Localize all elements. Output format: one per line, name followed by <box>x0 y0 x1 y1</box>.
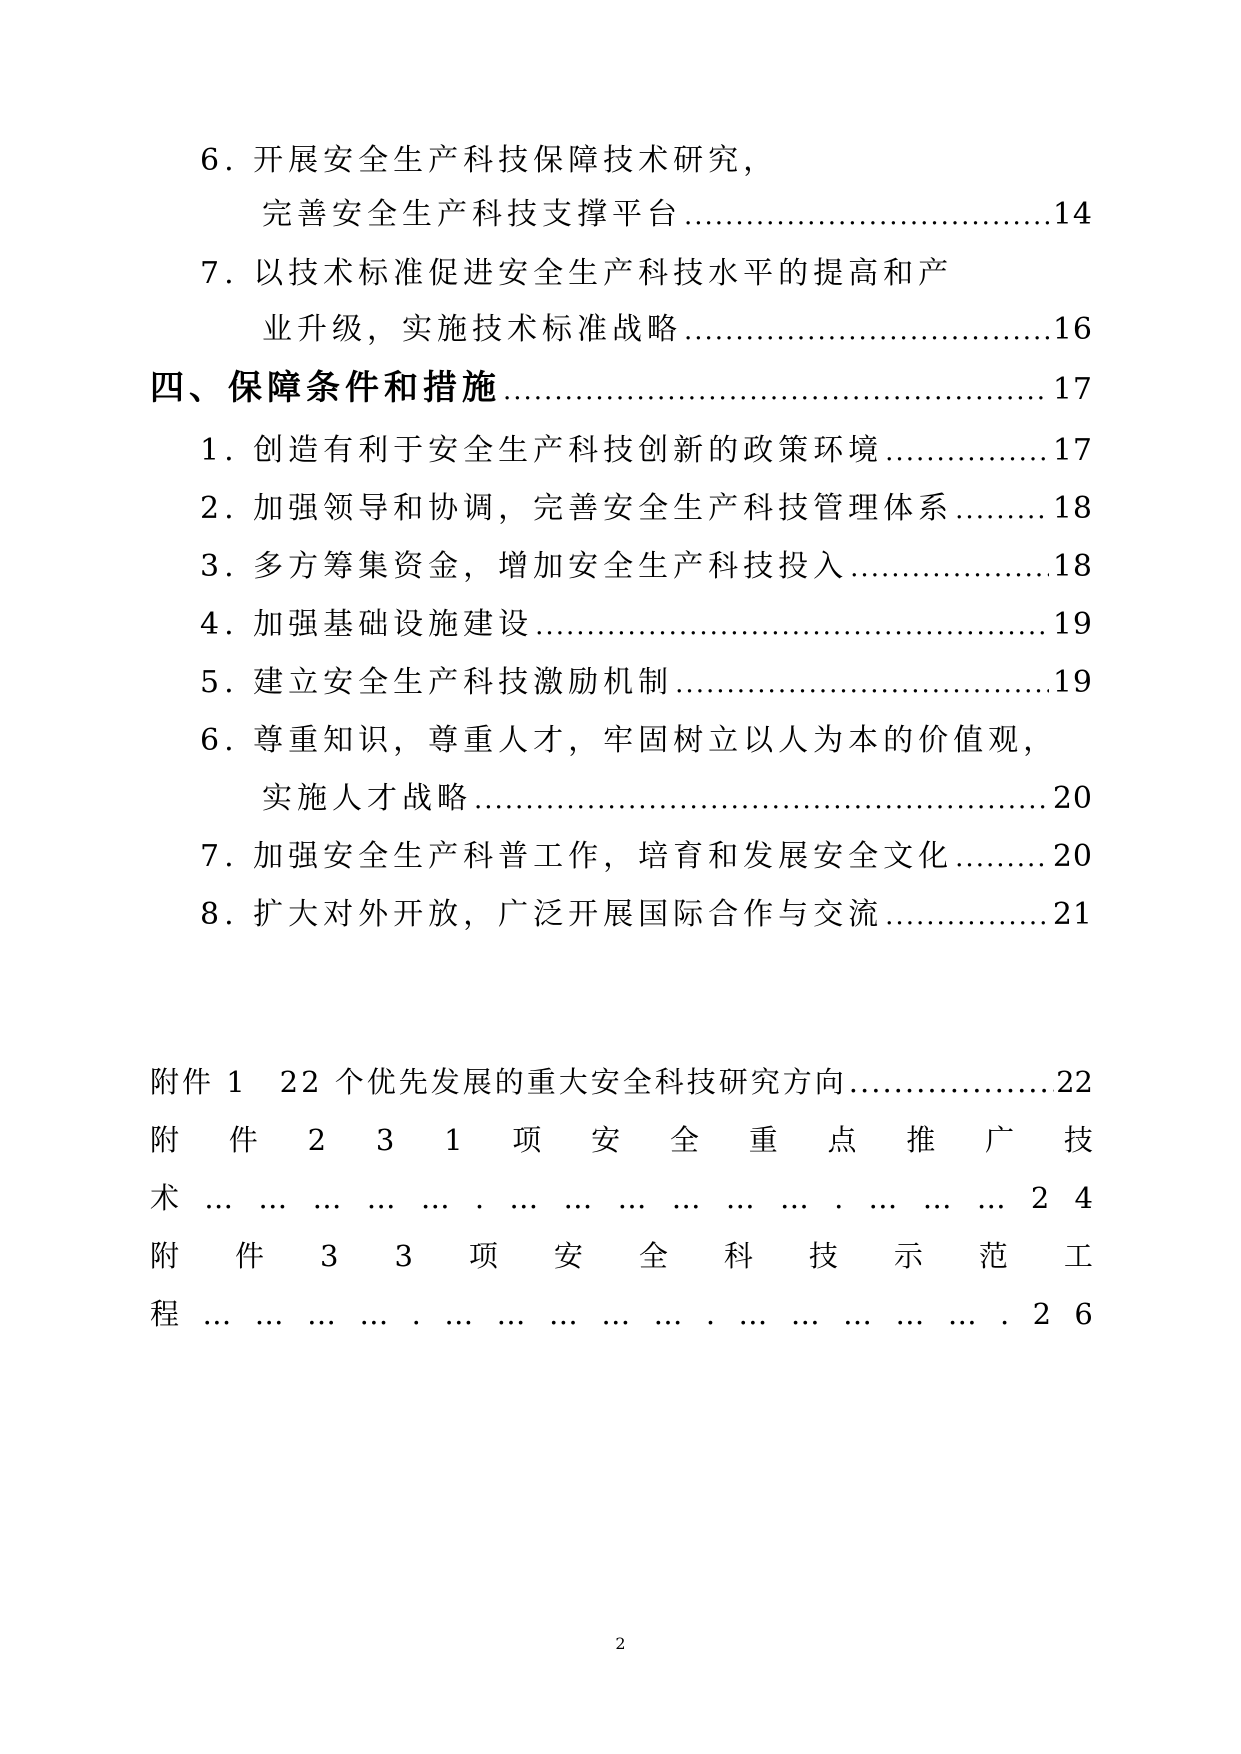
appendix-glyph: … <box>922 1181 952 1215</box>
appendix-1-title: 附件 1 22 个优先发展的重大安全科技研究方向 <box>150 1065 847 1099</box>
appendix-glyph: 3 <box>320 1239 339 1273</box>
toc-measure-8-entry[interactable] <box>200 895 1093 936</box>
toc-page-number: 18 <box>1052 491 1093 526</box>
appendix-glyph: 件 <box>228 1123 258 1157</box>
toc-measure-2-entry[interactable] <box>200 489 1093 530</box>
toc-measure-6-line2: 实施人才战略 <box>262 781 472 816</box>
toc-page-number: 19 <box>1052 607 1093 642</box>
toc-page-number: 20 <box>1052 839 1093 874</box>
appendix-glyph: … <box>496 1297 526 1331</box>
appendix-glyph: … <box>725 1181 755 1215</box>
appendix-glyph: 4 <box>1074 1181 1093 1215</box>
appendix-glyph: 3 <box>394 1239 413 1273</box>
toc-page-number: 18 <box>1052 549 1093 584</box>
appendix-glyph: … <box>420 1181 450 1215</box>
toc-measure-5-entry[interactable] <box>200 663 1093 704</box>
toc-section-4-title: 四、保障条件和措施 <box>150 368 501 408</box>
toc-item-7-line2: 业升级，实施技术标准战略 <box>262 312 682 347</box>
toc-page-number: 17 <box>1052 372 1093 407</box>
appendix-glyph: 全 <box>638 1239 668 1273</box>
appendix-glyph: 程 <box>150 1297 180 1331</box>
toc-measure-6-entry[interactable] <box>262 779 1093 820</box>
appendix-glyph: … <box>548 1297 578 1331</box>
toc-entry-text: 3. 多方筹集资金，增加安全生产科技投入 <box>200 549 849 584</box>
appendix-glyph: … <box>254 1297 284 1331</box>
dot-leader <box>684 311 1049 351</box>
toc-item-6-line1: 6. 开展安全生产科技保障技术研究， <box>200 143 779 178</box>
appendix-glyph: . <box>705 1297 716 1331</box>
toc-page-number: 17 <box>1052 433 1093 468</box>
appendix-glyph: 全 <box>669 1123 699 1157</box>
dot-leader <box>684 196 1049 236</box>
appendix-glyph: 2 <box>1030 1181 1050 1215</box>
toc-item-7-entry[interactable] <box>262 310 1093 351</box>
appendix-glyph: 工 <box>1063 1239 1093 1273</box>
dot-leader <box>474 780 1049 820</box>
appendix-glyph: . <box>834 1181 844 1215</box>
appendix-glyph: 安 <box>591 1123 621 1157</box>
appendix-glyph: 2 <box>1032 1297 1052 1331</box>
appendix-glyph: 项 <box>468 1239 498 1273</box>
toc-page-number: 14 <box>1052 197 1093 232</box>
dot-leader <box>503 371 1049 411</box>
dot-leader <box>675 664 1049 704</box>
dot-leader <box>885 432 1049 472</box>
appendix-glyph: … <box>444 1297 474 1331</box>
page-number: 2 <box>615 1634 626 1653</box>
toc-measure-6-line1: 6. 尊重知识，尊重人才，牢固树立以人为本的价值观， <box>200 723 1059 758</box>
appendix-glyph: 件 <box>235 1239 265 1273</box>
toc-measure-3-entry[interactable] <box>200 547 1093 588</box>
toc-entry-text: 7. 加强安全生产科普工作，培育和发展安全文化 <box>200 839 954 874</box>
appendix-3-line2 <box>150 1294 1093 1334</box>
appendix-glyph: … <box>509 1181 539 1215</box>
dot-leader <box>885 896 1049 936</box>
appendix-glyph: . <box>1000 1297 1010 1331</box>
appendix-glyph: 附 <box>150 1123 180 1157</box>
appendix-glyph: … <box>843 1297 873 1331</box>
dot-leader <box>535 606 1049 646</box>
appendix-glyph: … <box>563 1181 593 1215</box>
appendix-glyph: 重 <box>748 1123 778 1157</box>
appendix-glyph: … <box>312 1181 342 1215</box>
toc-page-number: 19 <box>1052 665 1093 700</box>
toc-entry-text: 4. 加强基础设施建设 <box>200 607 534 642</box>
appendix-glyph: … <box>947 1297 977 1331</box>
appendix-glyph: 广 <box>985 1123 1015 1157</box>
appendix-glyph: 推 <box>906 1123 936 1157</box>
appendix-glyph: 1 <box>444 1123 463 1157</box>
appendix-glyph: 术 <box>150 1181 180 1215</box>
dot-leader <box>955 490 1049 530</box>
toc-page-number: 16 <box>1052 312 1093 347</box>
appendix-glyph: . <box>411 1297 421 1331</box>
appendix-glyph: 技 <box>1063 1123 1093 1157</box>
appendix-2-line2 <box>150 1178 1093 1218</box>
appendix-glyph: … <box>617 1181 647 1215</box>
appendix-glyph: … <box>258 1181 288 1215</box>
toc-section-4-entry[interactable] <box>150 368 1093 411</box>
appendix-glyph: … <box>204 1181 234 1215</box>
toc-item-6-entry[interactable] <box>262 195 1093 236</box>
dot-leader <box>955 838 1049 878</box>
appendix-glyph: 项 <box>512 1123 542 1157</box>
appendix-1-entry[interactable] <box>150 1062 1093 1102</box>
appendix-glyph: … <box>307 1297 336 1331</box>
toc-entry-text: 1. 创造有利于安全生产科技创新的政策环境 <box>200 433 884 468</box>
toc-entry-text: 2. 加强领导和协调，完善安全生产科技管理体系 <box>200 491 954 526</box>
appendix-glyph: … <box>653 1297 683 1331</box>
appendix-glyph: 附 <box>150 1239 180 1273</box>
appendix-glyph: … <box>895 1297 925 1331</box>
toc-item-6-line2: 完善安全生产科技支撑平台 <box>262 197 682 232</box>
appendix-glyph: 2 <box>307 1123 327 1157</box>
toc-measure-7-entry[interactable] <box>200 837 1093 878</box>
appendix-glyph: 安 <box>553 1239 583 1273</box>
appendix-glyph: … <box>738 1297 768 1331</box>
dot-leader <box>849 1062 1054 1102</box>
appendix-glyph: … <box>976 1181 1006 1215</box>
appendix-glyph: … <box>790 1297 820 1331</box>
toc-page-number: 20 <box>1052 781 1093 816</box>
appendix-glyph: 示 <box>893 1239 923 1273</box>
toc-measure-1-entry[interactable] <box>200 431 1093 472</box>
appendix-glyph: . <box>474 1181 485 1215</box>
appendix-glyph: 科 <box>723 1239 753 1273</box>
toc-page-number: 21 <box>1052 897 1093 932</box>
appendix-3-line1[interactable] <box>150 1236 1093 1276</box>
appendix-glyph: 3 <box>375 1123 395 1157</box>
appendix-glyph: 点 <box>827 1123 857 1157</box>
appendix-2-line1[interactable] <box>150 1120 1093 1160</box>
appendix-glyph: … <box>359 1297 389 1331</box>
toc-item-7-line1: 7. 以技术标准促进安全生产科技水平的提高和产 <box>200 256 954 291</box>
appendix-glyph: … <box>202 1297 232 1331</box>
appendix-glyph: … <box>601 1297 631 1331</box>
appendix-glyph: 范 <box>978 1239 1008 1273</box>
appendix-glyph: … <box>779 1181 809 1215</box>
appendix-glyph: … <box>868 1181 898 1215</box>
appendix-glyph: 6 <box>1074 1297 1093 1331</box>
appendix-glyph: … <box>366 1181 396 1215</box>
appendix-glyph: 技 <box>808 1239 838 1273</box>
toc-entry-text: 8. 扩大对外开放，广泛开展国际合作与交流 <box>200 897 884 932</box>
toc-measure-4-entry[interactable] <box>200 605 1093 646</box>
dot-leader <box>850 548 1049 588</box>
appendix-page-number: 22 <box>1056 1065 1093 1099</box>
toc-entry-text: 5. 建立安全生产科技激励机制 <box>200 665 674 700</box>
appendix-glyph: … <box>671 1181 701 1215</box>
